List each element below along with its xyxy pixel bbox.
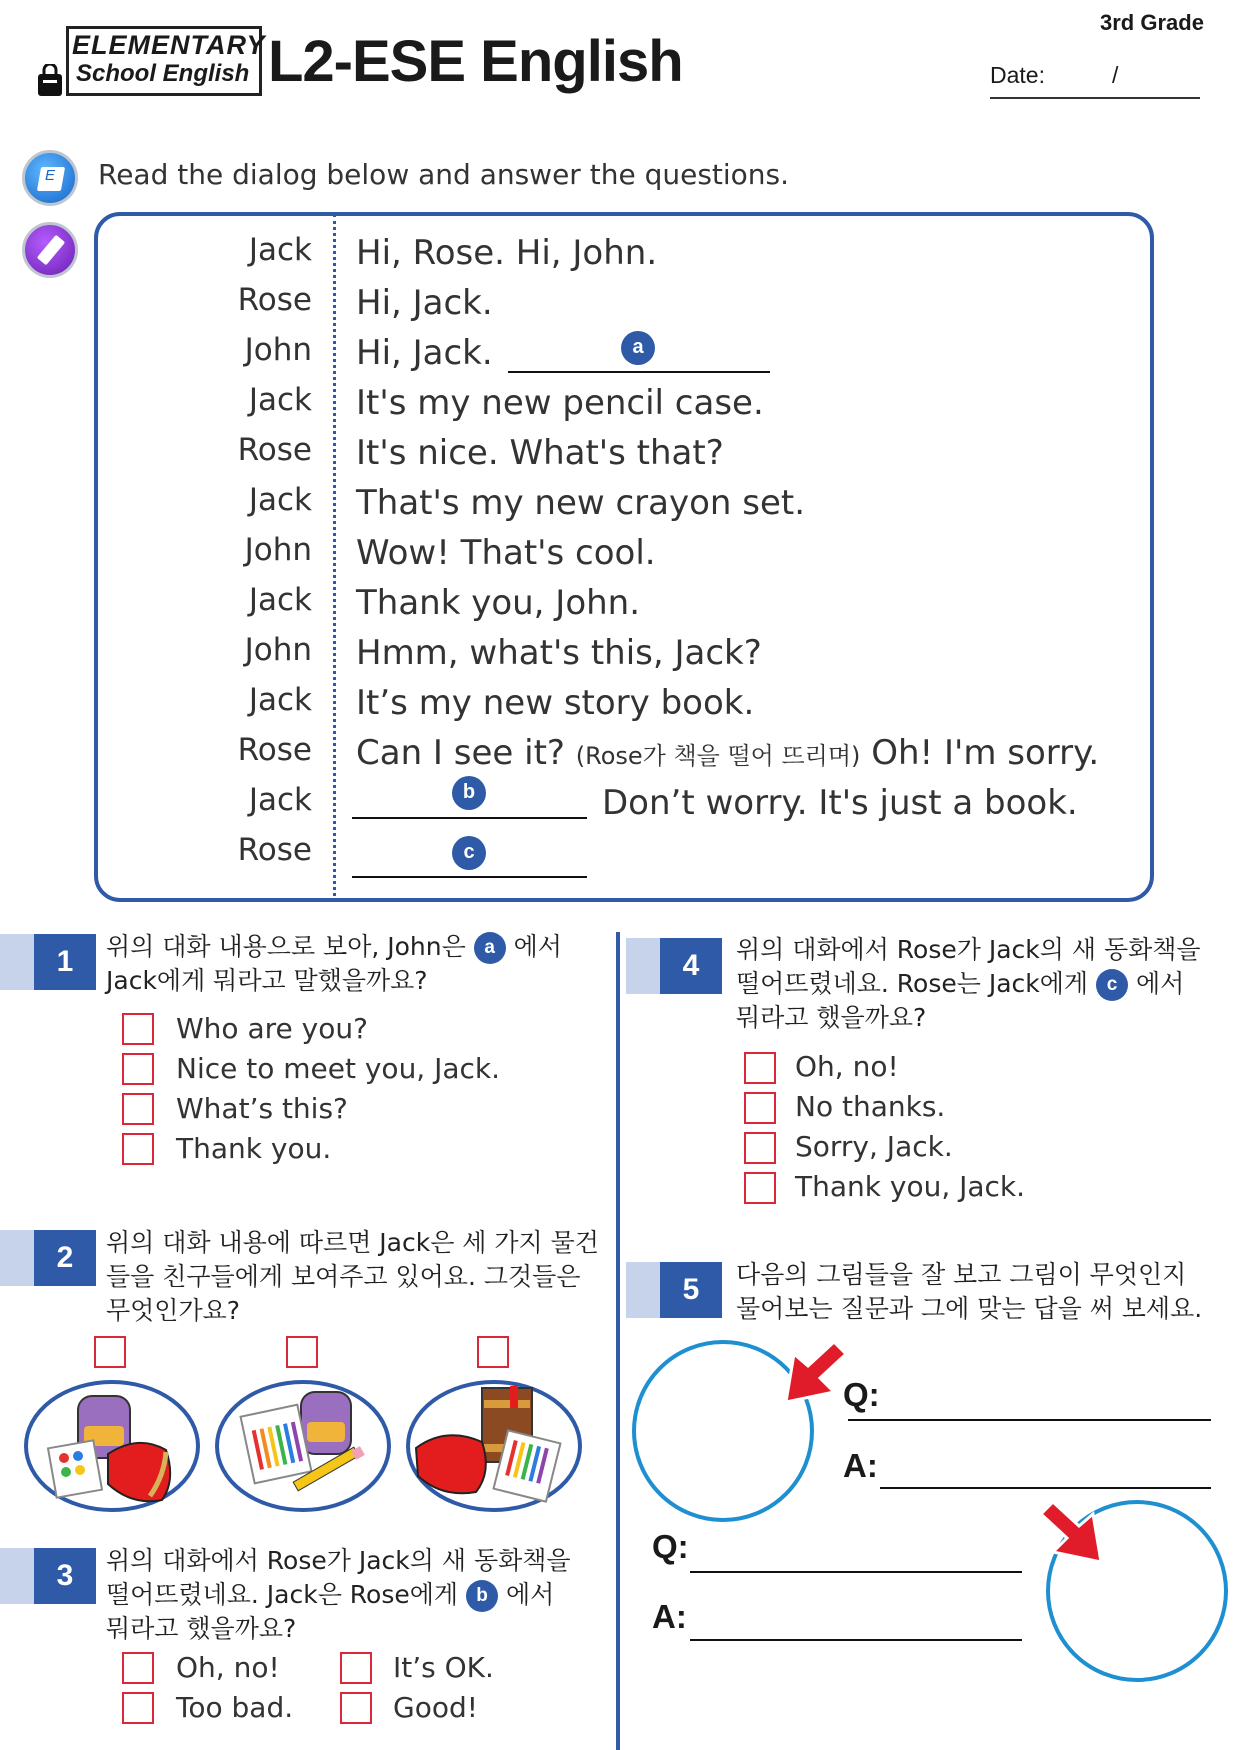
answer-line[interactable] [880, 1487, 1211, 1489]
option-label: No thanks. [795, 1090, 946, 1123]
dialog-line: Don’t worry. It's just a book. [602, 783, 1078, 823]
pencil-icon [22, 222, 78, 278]
dialog-line: Hi, Rose. Hi, John. [356, 233, 658, 273]
answer-label: A: [843, 1447, 878, 1484]
option-checkbox[interactable] [744, 1172, 776, 1204]
option-checkbox[interactable] [94, 1336, 126, 1368]
question-number-tab: 5 [626, 1262, 722, 1318]
option-checkbox[interactable] [122, 1093, 154, 1125]
speaker-label: Rose [237, 732, 312, 768]
speaker-label: John [244, 532, 312, 568]
question-answer-line[interactable] [690, 1571, 1022, 1573]
speaker-label: Rose [237, 832, 312, 868]
picture-option-bag-paints-case[interactable] [22, 1378, 202, 1514]
speaker-label: Jack [248, 682, 312, 718]
page-title: L2-ESE English [268, 29, 683, 94]
option-label: It’s OK. [393, 1651, 494, 1684]
answer-blank-a[interactable] [508, 371, 770, 373]
question-number-tab: 1 [0, 934, 96, 990]
question-answer-line[interactable] [848, 1419, 1211, 1421]
option-checkbox[interactable] [340, 1692, 372, 1724]
dialog-line-part2: Oh! I'm sorry. [871, 733, 1100, 773]
speaker-label: Jack [248, 482, 312, 518]
option-label: What’s this? [176, 1092, 348, 1125]
speaker-label: Rose [237, 432, 312, 468]
date-field-line[interactable] [990, 97, 1200, 99]
dialog-line: It’s my new story book. [356, 683, 755, 723]
speaker-label: Rose [237, 282, 312, 318]
stage-direction: (Rose가 책을 떨어 뜨리며) [575, 742, 861, 770]
date-label: Date: [990, 62, 1045, 88]
option-checkbox[interactable] [122, 1013, 154, 1045]
grade-label: 3rd Grade [1100, 10, 1204, 35]
question-label: Q: [652, 1528, 689, 1565]
question-4-text: 위의 대화에서 Rose가 Jack의 새 동화책을 떨어뜨렸네요. Rose는 Jack에게 c 에서 뭐라고 했을까요? [736, 935, 1201, 1032]
dialog-line: It's my new pencil case. [356, 383, 764, 423]
option-checkbox[interactable] [122, 1133, 154, 1165]
option-label: Nice to meet you, Jack. [176, 1052, 501, 1085]
speaker-label: Jack [248, 582, 312, 618]
option-label: Oh, no! [795, 1050, 899, 1083]
answer-blank-c[interactable] [352, 876, 587, 878]
dialog-line [356, 733, 1099, 773]
speaker-label: Jack [248, 782, 312, 818]
answer-label: A: [652, 1598, 687, 1635]
option-label: Too bad. [176, 1691, 294, 1724]
dialog-line: That's my new crayon set. [356, 483, 806, 523]
instruction-text: Read the dialog below and answer the questions. [98, 158, 790, 191]
option-checkbox[interactable] [477, 1336, 509, 1368]
logo-line1: ELEMENTARY [72, 30, 266, 60]
option-checkbox[interactable] [122, 1053, 154, 1085]
question-number-tab: 4 [626, 938, 722, 994]
dialog-line: Hi, Jack. [356, 333, 493, 373]
question-badge: b [466, 1580, 498, 1612]
question-number-tab: 2 [0, 1230, 96, 1286]
school-bag-icon [33, 64, 67, 98]
question-5-text: 다음의 그림들을 잘 보고 그림이 무엇인지 물어보는 질문과 그에 맞는 답을 써 보세요. [736, 1260, 1203, 1323]
dialog-line: It's nice. What's that? [356, 433, 724, 473]
option-checkbox[interactable] [122, 1652, 154, 1684]
date-separator: / [1112, 62, 1119, 88]
option-label: Who are you? [176, 1012, 368, 1045]
option-label: Thank you, Jack. [795, 1170, 1026, 1203]
option-checkbox[interactable] [340, 1652, 372, 1684]
dialog-line-part1: Can I see it? [356, 733, 565, 773]
dialog-line: Thank you, John. [356, 583, 641, 623]
speaker-label: Jack [248, 232, 312, 268]
logo-line2: School English [76, 60, 250, 87]
question-number-tab: 3 [0, 1548, 96, 1604]
dialog-line: Hi, Jack. [356, 283, 493, 323]
picture-option-book-case-crayons[interactable] [404, 1378, 584, 1514]
question-badge: c [1096, 969, 1128, 1001]
dialog-line: Hmm, what's this, Jack? [356, 633, 762, 673]
blank-badge-c: c [452, 836, 486, 870]
arrow-icon [778, 1336, 852, 1410]
answer-line[interactable] [690, 1639, 1022, 1641]
speaker-label: John [244, 332, 312, 368]
dialog-line: Wow! That's cool. [356, 533, 656, 573]
speaker-label: John [244, 632, 312, 668]
answer-blank-b[interactable] [352, 817, 587, 819]
option-label: Sorry, Jack. [795, 1130, 953, 1163]
book-icon: E [22, 150, 78, 206]
blank-badge-a: a [621, 331, 655, 365]
speaker-label: Jack [248, 382, 312, 418]
option-checkbox[interactable] [286, 1336, 318, 1368]
option-checkbox[interactable] [744, 1132, 776, 1164]
column-divider [616, 932, 620, 1750]
dialog-divider [333, 214, 336, 902]
option-checkbox[interactable] [744, 1052, 776, 1084]
blank-badge-b: b [452, 776, 486, 810]
question-badge: a [474, 932, 506, 964]
option-label: Good! [393, 1691, 478, 1724]
question-2-text: 위의 대화 내용에 따르면 Jack은 세 가지 물건 들을 친구들에게 보여주고 있어요. 그것들은 무엇인가요? [106, 1228, 599, 1325]
picture-option-crayons-bag-pencil[interactable] [213, 1378, 393, 1514]
question-3-text: 위의 대화에서 Rose가 Jack의 새 동화책을 떨어뜨렸네요. Jack은 Rose에게 b 에서 뭐라고 했을까요? [106, 1546, 571, 1643]
arrow-icon [1035, 1496, 1109, 1570]
question-label: Q: [843, 1376, 880, 1413]
option-label: Thank you. [176, 1132, 332, 1165]
option-checkbox[interactable] [744, 1092, 776, 1124]
option-checkbox[interactable] [122, 1692, 154, 1724]
option-label: Oh, no! [176, 1651, 280, 1684]
question-1-text: 위의 대화 내용으로 보아, John은 a 에서 Jack에게 뭐라고 말했을까요? [106, 932, 562, 995]
